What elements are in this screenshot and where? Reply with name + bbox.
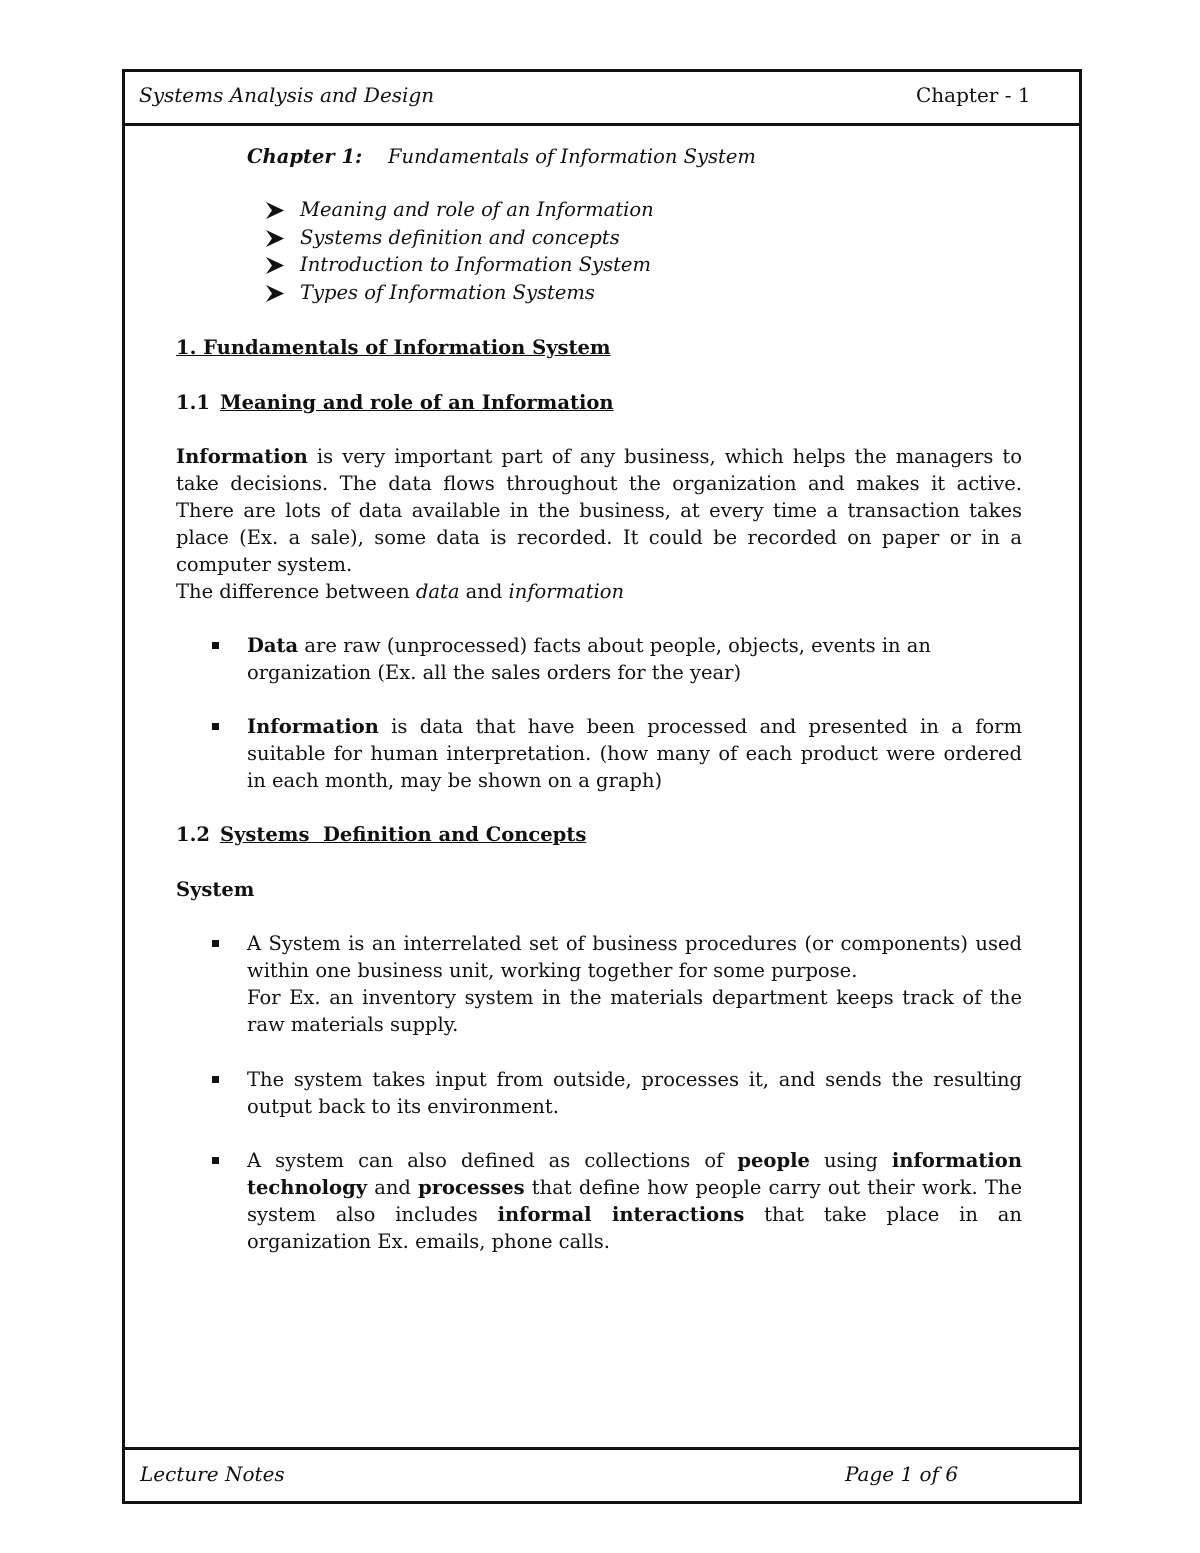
header-chapter-ref: Chapter - 1	[916, 83, 1031, 107]
page-footer	[125, 1447, 1079, 1501]
section-heading: Meaning and role of an Information	[220, 391, 614, 414]
square-bullet-icon	[212, 642, 219, 649]
subheading-system: System	[176, 878, 255, 901]
topic-text: Systems definition and concepts	[300, 226, 620, 249]
term-data: data	[415, 580, 460, 603]
term: Information	[247, 715, 379, 738]
square-bullet-icon	[212, 1157, 219, 1164]
section-number: 1.1	[176, 391, 210, 414]
text: that take place in an organization Ex. emails, phone calls.	[247, 1203, 1022, 1253]
bullet-information	[247, 713, 1022, 794]
difference-line	[176, 578, 624, 605]
square-bullet-icon	[212, 940, 219, 947]
bullet-system-example: For Ex. an inventory system in the materials department keeps track of the raw materials supply.	[247, 986, 1022, 1036]
square-bullet-icon	[212, 723, 219, 730]
page-header	[125, 72, 1079, 126]
text: and	[367, 1176, 419, 1199]
section-number: 1.2	[176, 823, 210, 846]
arrow-bullet-icon	[266, 230, 284, 247]
chapter-title: Fundamentals of Information System	[388, 145, 756, 168]
paragraph-text: is very important part of any business, which helps the managers to take decisions. The data flows throughout the organization and makes it active. There are lots of data available in the business, at every time a transaction takes place (Ex. a sale), some data is recorded. It could be recorded on paper or in a computer system.	[176, 445, 1022, 576]
arrow-bullet-icon	[266, 257, 284, 274]
bullet-system-people	[247, 1147, 1022, 1255]
bullet-text: are raw (unprocessed) facts about people, objects, events in an organization (Ex. all the sales orders for the year)	[247, 634, 931, 684]
section-heading: Systems Definition and Concepts	[220, 823, 587, 846]
text: A system can also defined as collections of	[247, 1149, 738, 1172]
term: people	[737, 1149, 810, 1172]
arrow-bullet-icon	[266, 285, 284, 302]
topic-item	[300, 224, 620, 251]
topic-item	[300, 196, 654, 223]
term: informal interactions	[497, 1203, 745, 1226]
header-course-title: Systems Analysis and Design	[139, 83, 435, 107]
bullet-system-definition: A System is an interrelated set of business procedures (or components) used within one business unit, working together for some purpose.	[247, 932, 1022, 982]
text: using	[809, 1149, 892, 1172]
term: processes	[418, 1176, 525, 1199]
bullet-data	[247, 632, 1027, 686]
text: that define how people carry out their work. The system also includes	[247, 1176, 1022, 1226]
footer-page-number: Page 1 of 6	[845, 1462, 959, 1486]
arrow-bullet-icon	[266, 202, 284, 219]
information-paragraph	[176, 443, 1022, 578]
term: Data	[247, 634, 299, 657]
topic-text: Meaning and role of an Information	[300, 198, 654, 221]
bullet-system-io: The system takes input from outside, processes it, and sends the resulting output back to its environment.	[247, 1068, 1022, 1118]
footer-label: Lecture Notes	[140, 1462, 285, 1486]
bullet-text: is data that have been processed and presented in a form suitable for human interpretation. (how many of each product were ordered in each month, may be shown on a graph)	[247, 715, 1022, 792]
term-information: Information	[176, 445, 308, 468]
topic-item	[300, 251, 651, 278]
section-heading: 1. Fundamentals of Information System	[176, 336, 611, 359]
square-bullet-icon	[212, 1076, 219, 1083]
topic-item	[300, 279, 595, 306]
topic-text: Introduction to Information System	[300, 253, 651, 276]
topic-text: Types of Information Systems	[300, 281, 595, 304]
term-information: information	[508, 580, 625, 603]
text: and	[459, 580, 509, 603]
text: The difference between	[176, 580, 416, 603]
term: information technology	[247, 1149, 1022, 1199]
chapter-label: Chapter 1:	[247, 145, 363, 168]
